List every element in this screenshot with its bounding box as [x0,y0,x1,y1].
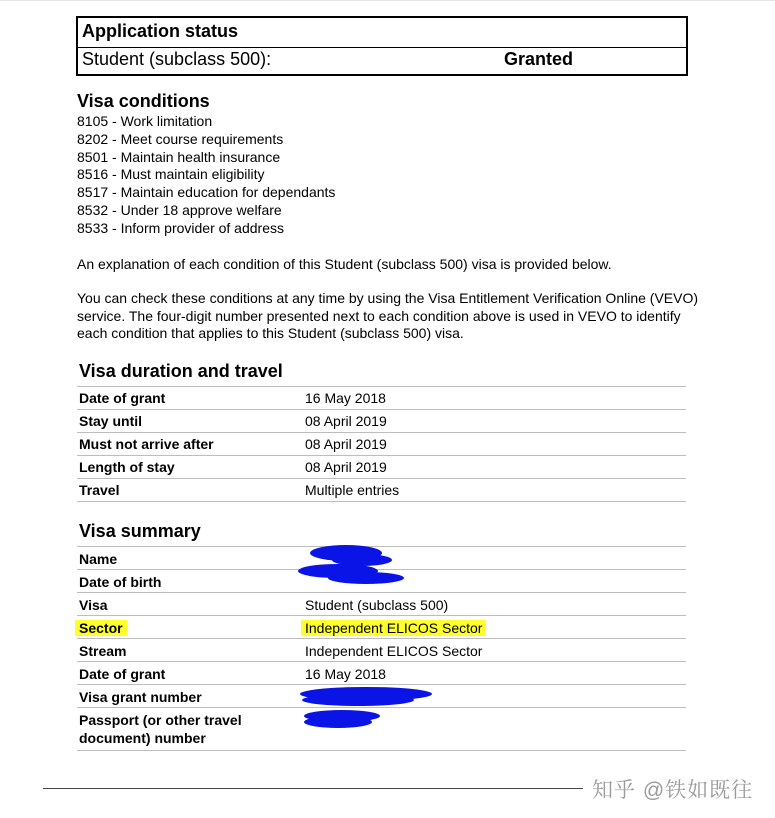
sector-label-highlight: Sector [75,620,127,636]
table-row [77,639,686,662]
duration-travel-heading: Visa duration and travel [79,361,283,381]
row-value: 08 April 2019 [305,436,387,452]
condition-item: 8202 - Meet course requirements [77,130,284,147]
visa-conditions-heading: Visa conditions [77,91,210,111]
footer-rule [43,788,583,789]
row-label: Travel [79,482,120,498]
vevo-note: You can check these conditions at any time by using the Visa Entitlement Verification Online (VEVO) service. The four-digit number presented next to each condition above is used in VEVO to identify each condition that applies to this Student (subclass 500) visa. [77,290,699,342]
row-label: Length of stay [79,459,175,475]
table-row [77,410,686,433]
status-value: Granted [504,49,574,69]
row-value: Student (subclass 500) [305,597,449,613]
table-row [77,456,686,479]
row-label [79,620,127,636]
row-label: Name [79,551,118,567]
row-label: Must not arrive after [79,436,214,452]
row-value [305,620,486,636]
conditions-explanation: An explanation of each condition of this Student (subclass 500) visa is provided below. [77,256,612,272]
condition-item: 8532 - Under 18 approve welfare [77,201,282,218]
watermark: 知乎 @铁如既往 [592,779,754,802]
table-row [77,479,686,502]
condition-item: 8517 - Maintain education for dependants [77,184,336,201]
row-label: Date of birth [79,574,162,590]
table-row [77,387,686,410]
page-top-edge [0,0,775,1]
row-value: 16 May 2018 [305,666,386,682]
row-label [79,711,242,747]
sector-value-highlight: Independent ELICOS Sector [301,620,486,636]
table-row [77,433,686,456]
application-status-heading: Application status [82,21,239,41]
row-label: Date of grant [79,390,166,406]
duration-travel-table [77,386,686,502]
row-label: Stream [79,643,127,659]
row-value: 16 May 2018 [305,390,386,406]
application-status-box [76,16,688,76]
passport-label-line1: Passport (or other travel [79,712,242,728]
passport-label-line2: document) number [79,730,206,746]
row-value: 08 April 2019 [305,413,387,429]
passport-redaction [302,709,382,729]
condition-item: 8533 - Inform provider of address [77,219,284,236]
visa-type-label: Student (subclass 500): [82,49,272,69]
row-label: Stay until [79,413,143,429]
visa-summary-heading: Visa summary [79,521,201,541]
row-label: Visa grant number [79,689,202,705]
row-value: Multiple entries [305,482,400,498]
condition-item: 8105 - Work limitation [77,113,213,129]
table-row [77,662,686,685]
table-row [77,593,686,616]
row-label: Visa [79,597,108,613]
row-label: Date of grant [79,666,166,682]
row-value: Independent ELICOS Sector [305,643,483,659]
row-value: 08 April 2019 [305,459,387,475]
condition-item: 8516 - Must maintain eligibility [77,166,265,183]
status-box-divider [78,47,686,48]
conditions-list [77,113,335,238]
name-redaction [296,544,412,588]
grant-number-redaction [298,686,438,708]
table-row [77,616,686,639]
condition-item: 8501 - Maintain health insurance [77,148,281,165]
